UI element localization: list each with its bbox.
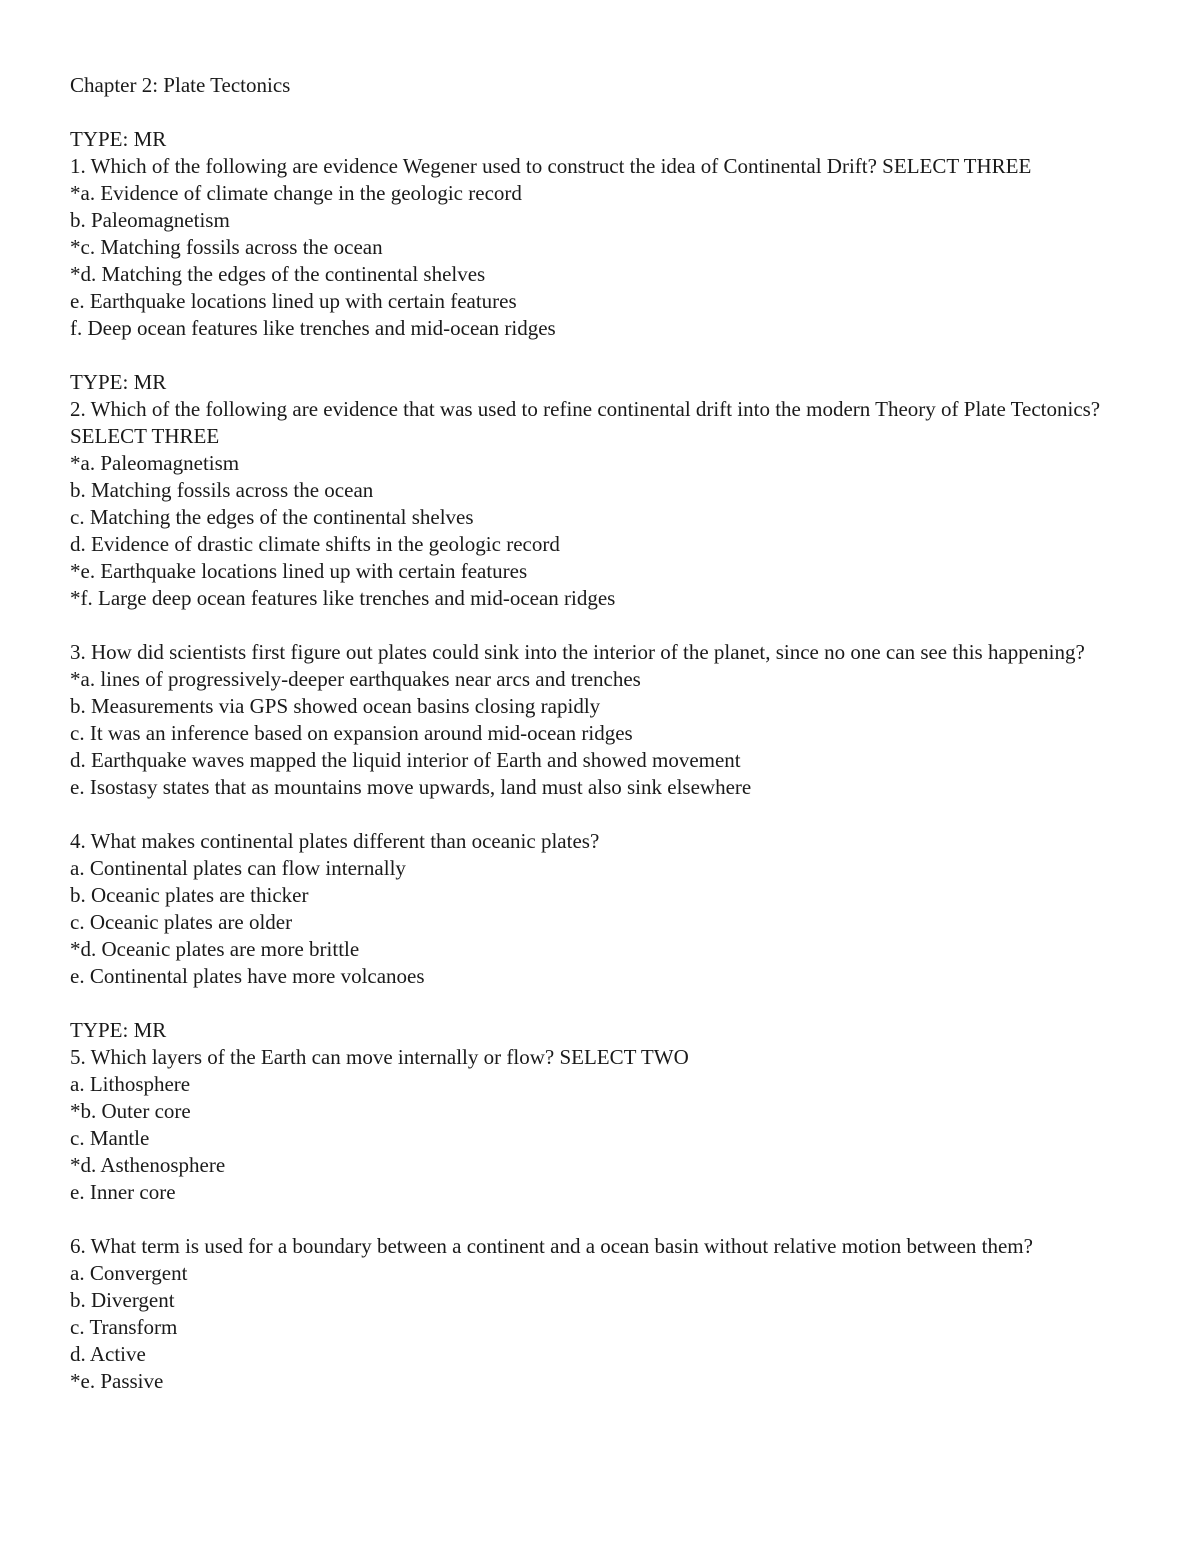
answer-option: b. Oceanic plates are thicker xyxy=(70,883,309,907)
question-block xyxy=(70,1233,1140,1395)
answer-option: b. Measurements via GPS showed ocean basins closing rapidly xyxy=(70,694,601,718)
answer-option: *e. Earthquake locations lined up with certain features xyxy=(70,559,528,583)
answer-option: c. It was an inference based on expansion around mid-ocean ridges xyxy=(70,721,633,745)
answer-option: d. Active xyxy=(70,1342,146,1366)
question-type: TYPE: MR xyxy=(70,127,167,151)
answer-option: c. Matching the edges of the continental shelves xyxy=(70,505,474,529)
answer-option: d. Evidence of drastic climate shifts in the geologic record xyxy=(70,532,560,556)
question-stem: 1. Which of the following are evidence Wegener used to construct the idea of Continental Drift? SELECT THREE xyxy=(70,154,1032,178)
chapter-title: Chapter 2: Plate Tectonics xyxy=(70,73,291,97)
answer-option: b. Paleomagnetism xyxy=(70,208,230,232)
answer-option: e. Isostasy states that as mountains move upwards, land must also sink elsewhere xyxy=(70,775,752,799)
answer-option: c. Transform xyxy=(70,1315,178,1339)
document-page xyxy=(70,72,1140,1395)
answer-option: *d. Matching the edges of the continental shelves xyxy=(70,262,486,286)
answer-option: e. Continental plates have more volcanoes xyxy=(70,964,425,988)
question-type: TYPE: MR xyxy=(70,370,167,394)
question-stem: 5. Which layers of the Earth can move internally or flow? SELECT TWO xyxy=(70,1045,689,1069)
question-block xyxy=(70,639,1140,801)
answer-option: *a. Evidence of climate change in the geologic record xyxy=(70,181,522,205)
question-stem: 2. Which of the following are evidence that was used to refine continental drift into the modern Theory of Plate Tectonics? SELECT THREE xyxy=(70,397,1101,448)
question-stem: 3. How did scientists first figure out plates could sink into the interior of the planet, since no one can see this happening? xyxy=(70,640,1085,664)
answer-option: e. Inner core xyxy=(70,1180,176,1204)
question-list xyxy=(70,126,1140,1395)
question-type: TYPE: MR xyxy=(70,1018,167,1042)
question-block xyxy=(70,369,1140,612)
answer-option: e. Earthquake locations lined up with certain features xyxy=(70,289,517,313)
answer-option: c. Mantle xyxy=(70,1126,150,1150)
answer-option: *c. Matching fossils across the ocean xyxy=(70,235,383,259)
answer-option: *b. Outer core xyxy=(70,1099,191,1123)
answer-option: *d. Asthenosphere xyxy=(70,1153,226,1177)
answer-option: c. Oceanic plates are older xyxy=(70,910,293,934)
answer-option: d. Earthquake waves mapped the liquid interior of Earth and showed movement xyxy=(70,748,741,772)
question-block xyxy=(70,828,1140,990)
answer-option: *f. Large deep ocean features like trenches and mid-ocean ridges xyxy=(70,586,616,610)
answer-option: b. Matching fossils across the ocean xyxy=(70,478,374,502)
question-block xyxy=(70,1017,1140,1206)
answer-option: a. Continental plates can flow internally xyxy=(70,856,406,880)
answer-option: *d. Oceanic plates are more brittle xyxy=(70,937,360,961)
question-stem: 6. What term is used for a boundary between a continent and a ocean basin without relative motion between them? xyxy=(70,1234,1033,1258)
answer-option: a. Convergent xyxy=(70,1261,188,1285)
answer-option: b. Divergent xyxy=(70,1288,175,1312)
answer-option: f. Deep ocean features like trenches and mid-ocean ridges xyxy=(70,316,556,340)
answer-option: *a. lines of progressively-deeper earthquakes near arcs and trenches xyxy=(70,667,641,691)
question-block xyxy=(70,126,1140,342)
answer-option: *e. Passive xyxy=(70,1369,164,1393)
question-stem: 4. What makes continental plates different than oceanic plates? xyxy=(70,829,600,853)
answer-option: a. Lithosphere xyxy=(70,1072,191,1096)
answer-option: *a. Paleomagnetism xyxy=(70,451,240,475)
